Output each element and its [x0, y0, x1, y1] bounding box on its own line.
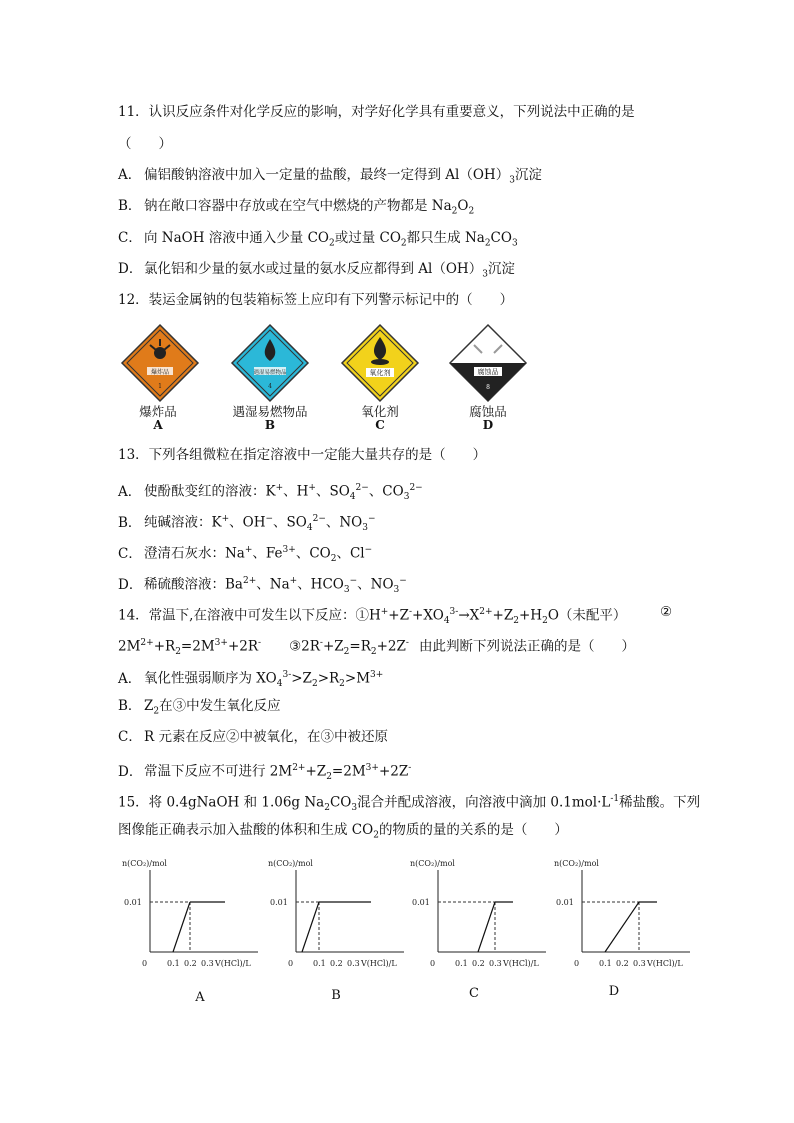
sign-d-caption: 腐蚀品	[469, 404, 507, 419]
q11-stem: 11．认识反应条件对化学反应的影响，对学好化学具有重要意义，下列说法中正确的是	[118, 104, 635, 120]
graph-a	[118, 852, 258, 1012]
y-axis-label: n(CO₂)/mol	[410, 859, 455, 868]
x-tick-label: 0	[288, 959, 294, 968]
graph-options	[118, 852, 708, 1012]
q11-option-c: C． 向 NaOH 溶液中通入少量 $CO_2$或过量 $CO_2$都只生成 $Na_2CO_3$	[118, 230, 518, 249]
graph-c-letter: C	[469, 986, 479, 1001]
x-tick-label: 0.3	[201, 959, 214, 968]
q14-reaction-2-num: ②	[660, 604, 673, 620]
x-tick-label: 0	[574, 959, 580, 968]
x-tick-label: 0	[430, 959, 436, 968]
q14-option-b: B． $Z_2$在③中发生氧化反应	[118, 698, 281, 717]
x-axis-label: V(HCl)/L	[215, 959, 251, 968]
q14-option-d: D． 常温下反应不可进行 $2M^{2+}+Z_2=2M^{3+}+2Z^-$	[118, 763, 412, 783]
oxidizer-sign-icon	[340, 323, 420, 403]
q13-option-c: C． 澄清石灰水：Na+、$Fe^{3+}$、$CO_2$、Cl−	[118, 545, 373, 565]
q14-option-a: A． 氧化性强弱顺序为 $XO_4^{3-}>Z_2>R_2>M^{3+}$	[118, 670, 384, 690]
x-axis-label: V(HCl)/L	[647, 959, 683, 968]
graph-d-letter: D	[608, 984, 620, 999]
sign-a-caption: 爆炸品	[139, 404, 177, 419]
y-axis-label: n(CO₂)/mol	[268, 859, 313, 868]
q13-option-b: B． 纯碱溶液：K+、OH−、$SO_4^{2-}$、$NO_3^-$	[118, 514, 376, 534]
q12-stem: 12．装运金属钠的包装箱标签上应印有下列警示标记中的（ ）	[118, 292, 514, 308]
sign-b-caption: 遇湿易燃物品	[232, 404, 308, 419]
q13-option-d: D． 稀硫酸溶液：$Ba^{2+}$、Na+、$HCO_3^-$、$NO_3^-$	[118, 576, 407, 596]
y-tick-label: 0.01	[556, 898, 574, 907]
series-rise	[173, 902, 190, 952]
x-axis-label: V(HCl)/L	[361, 959, 397, 968]
x-tick-label: 0.3	[489, 959, 502, 968]
x-tick-label: 0.2	[472, 959, 485, 968]
x-tick-label: 0.2	[330, 959, 343, 968]
q14-line1: 14．常温下,在溶液中可发生以下反应：$①H^++Z^-+XO_4^{3-}\to X^{2+}+Z_2+H_2O$（未配平）	[118, 607, 627, 627]
x-tick-label: 0.1	[455, 959, 468, 968]
q14-option-c: C． R 元素在反应②中被氧化，在③中被还原	[118, 729, 388, 745]
svg-text:氧化剂: 氧化剂	[369, 369, 391, 377]
y-tick-label: 0.01	[412, 898, 430, 907]
svg-text:4: 4	[268, 383, 272, 390]
sign-d-letter: D	[482, 418, 494, 432]
graph-a-letter: A	[195, 990, 205, 1005]
y-axis-label: n(CO₂)/mol	[554, 859, 599, 868]
svg-text:腐蚀品: 腐蚀品	[477, 368, 499, 376]
q13-option-a: A． 使酚酞变红的溶液：K+、H+、$SO_4^{2-}$、$CO_3^{2-}$	[118, 483, 423, 503]
x-tick-label: 0.2	[616, 959, 629, 968]
graph-b-letter: B	[331, 988, 341, 1003]
y-tick-label: 0.01	[124, 898, 142, 907]
x-tick-label: 0.1	[313, 959, 326, 968]
corrosive-sign-icon	[448, 323, 528, 403]
sign-c-letter: C	[375, 418, 385, 432]
series-rise	[478, 902, 495, 952]
q11-paren: （ ）	[118, 136, 172, 152]
series-rise	[302, 902, 319, 952]
q11-option-d: D． 氯化铝和少量的氨水或过量的氨水反应都得到 $Al(OH)_3$沉淀	[118, 261, 515, 280]
q15-line2: 图像能正确表示加入盐酸的体积和生成 $CO_2$的物质的量的关系的是（ ）	[118, 822, 568, 841]
svg-text:遇湿易燃物品: 遇湿易燃物品	[253, 370, 287, 376]
q15-line1: 15．将 0.4gNaOH 和 1.06g $Na_2CO_3$混合并配成溶液，向溶液中滴加 $0.1mol\cdot L^{-1}$稀盐酸。下列	[118, 794, 701, 814]
hazard-signs	[118, 323, 538, 431]
x-axis-label: V(HCl)/L	[503, 959, 539, 968]
x-tick-label: 0.3	[347, 959, 360, 968]
x-tick-label: 0	[142, 959, 148, 968]
svg-text:8: 8	[486, 384, 490, 391]
q13-stem: 13．下列各组微粒在指定溶液中一定能大量共存的是（ ）	[118, 447, 487, 463]
x-tick-label: 0.3	[633, 959, 646, 968]
sign-a-letter: A	[153, 418, 163, 432]
q11-option-b: B． 钠在敞口容器中存放或在空气中燃烧的产物都是 $Na_2O_2$	[118, 198, 475, 217]
x-tick-label: 0.1	[167, 959, 180, 968]
sign-a-num: 1	[158, 383, 162, 390]
explosive-sign-icon	[120, 323, 200, 403]
series-rise	[605, 902, 639, 952]
dangerous-when-wet-sign-icon	[230, 323, 310, 403]
sign-a-inner: 爆炸品	[150, 369, 170, 376]
sign-b-letter: B	[264, 418, 276, 432]
x-tick-label: 0.2	[184, 959, 197, 968]
q14-line2: $2M^{2+}+R_2=2M^{3+}+2R^-$ $③2R^-+Z_2=R_2+2Z^-$ 由此判断下列说法正确的是（ ）	[118, 638, 635, 658]
y-tick-label: 0.01	[270, 898, 288, 907]
q11-option-a: A． 偏铝酸钠溶液中加入一定量的盐酸，最终一定得到 $Al(OH)_3$沉淀	[118, 167, 542, 186]
sign-c-caption: 氧化剂	[361, 404, 399, 419]
x-tick-label: 0.1	[599, 959, 612, 968]
y-axis-label: n(CO₂)/mol	[122, 859, 167, 868]
